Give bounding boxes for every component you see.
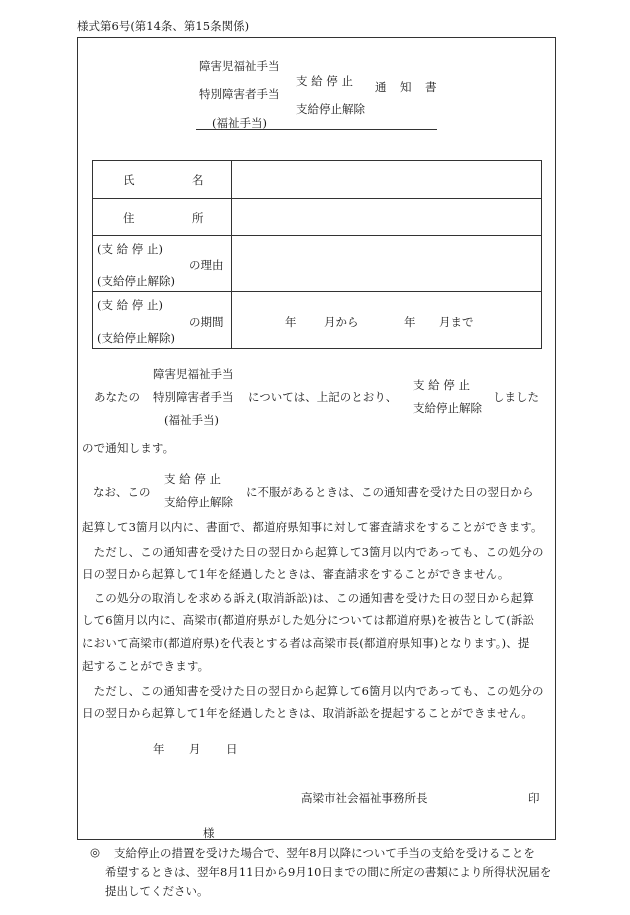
footnote-line-2: 希望するときは、翌年8月11日から9月10日までの間に所定の書類により所得状況届を [105,865,552,879]
paragraph-4b: 日の翌日から起算して1年を経過したときは、取消訴訟を提起することができません。 [82,706,533,720]
notice-allowance-3: (福祉手当) [164,413,219,427]
nao-prefix: なお、この [93,485,151,499]
period-label-b: (支給停止解除) [97,331,175,345]
notice-middle: については、上記のとおり、 [248,390,398,404]
seal-mark: 印 [528,791,540,805]
title-type-1: 支 給 停 止 [296,74,353,88]
name-value-cell[interactable] [232,161,542,199]
notice-anata: あなたの [94,390,140,404]
reason-label-b: (支給停止解除) [97,274,175,288]
notice-line2: ので通知します。 [82,441,175,455]
table-row-name [93,161,542,199]
period-year-1: 年 [285,315,297,329]
period-value-cell[interactable] [232,292,542,349]
reason-suffix: の理由 [189,258,224,272]
notice-allowance-2: 特別障害者手当 [153,390,234,404]
title-suffix: 通 知 書 [375,80,438,94]
issuer-name: 高梁市社会福祉事務所長 [301,791,428,805]
table-row-reason [93,236,542,292]
info-table [92,160,542,349]
paragraph-3b: して6箇月以内に、高梁市(都道府県がした処分については都道府県)を被告として(訴訟 [82,613,535,627]
name-label-2: 名 [192,173,204,187]
paragraph-3a: この処分の取消しを求める訴え(取消訴訟)は、この通知書を受けた日の翌日から起算 [82,591,534,605]
nao-type-1: 支 給 停 止 [164,472,221,486]
period-year-2: 年 [404,315,416,329]
period-to: 月まで [439,315,474,329]
nao-type-2: 支給停止解除 [164,495,233,509]
period-label-cell [93,292,232,349]
date-month: 月 [189,742,201,756]
title-allowance-3: (福祉手当) [212,116,267,130]
address-label-1: 住 [123,211,135,225]
reason-label-a: (支 給 停 止) [97,242,163,256]
notice-type-2: 支給停止解除 [413,401,482,415]
title-type-2: 支給停止解除 [296,102,365,116]
reason-label-cell [93,236,232,292]
table-row-period [93,292,542,349]
notice-type-1: 支 給 停 止 [413,378,470,392]
paragraph-3c: において高梁市(都道府県)を代表とする者は高梁市長(都道府県知事)となります。)、提 [82,636,530,650]
address-label-2: 所 [192,211,204,225]
paragraph-4a: ただし、この通知書を受けた日の翌日から起算して6箇月以内であっても、この処分の [82,684,544,698]
paragraph-2b: 日の翌日から起算して1年を経過したときは、審査請求をすることができません。 [82,567,510,581]
paragraph-1: 起算して3箇月以内に、書面で、都道府県知事に対して審査請求をすることができます。 [82,520,543,534]
title-allowance-1: 障害児福祉手当 [199,59,280,73]
table-row-address [93,199,542,236]
period-label-a: (支 給 停 止) [97,298,163,312]
reason-value-cell[interactable] [232,236,542,292]
paragraph-3d: 起することができます。 [82,659,210,673]
addressee-suffix: 様 [203,826,215,840]
notice-end: しました [493,390,539,404]
footnote-line-3: 提出してください。 [105,884,209,898]
form-number: 様式第6号(第14条、第15条関係) [77,19,250,33]
period-from: 月から [324,315,359,329]
paragraph-2a: ただし、この通知書を受けた日の翌日から起算して3箇月以内であっても、この処分の [82,545,544,559]
address-label-cell [93,199,232,236]
name-label-cell [93,161,232,199]
footnote-mark-icon: ◎ [90,845,101,859]
address-value-cell[interactable] [232,199,542,236]
name-label-1: 氏 [123,173,135,187]
title-underline [196,129,437,130]
nao-rest: に不服があるときは、この通知書を受けた日の翌日から [246,485,534,499]
date-day: 日 [226,742,238,756]
date-year: 年 [153,742,165,756]
footnote-line-1: 支給停止の措置を受けた場合で、翌年8月以降について手当の支給を受けることを [114,846,535,860]
notice-allowance-1: 障害児福祉手当 [153,367,234,381]
title-allowance-2: 特別障害者手当 [199,87,280,101]
period-suffix: の期間 [189,315,224,329]
